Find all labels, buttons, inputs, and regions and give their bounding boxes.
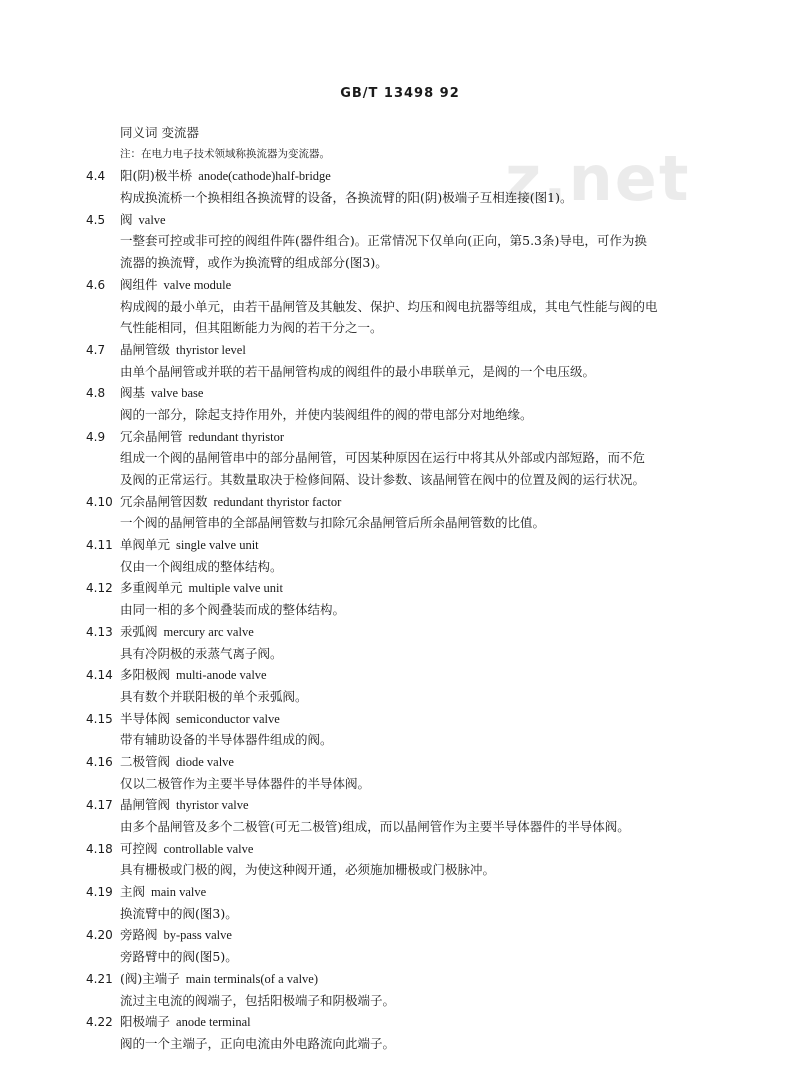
term-chinese: 主阀 — [120, 884, 146, 900]
clause-number: 4.16 — [86, 754, 113, 769]
term-chinese: 阀 — [120, 211, 133, 227]
definition-line: 构成阀的最小单元，由若干晶闸管及其触发、保护、均压和阀电抗器等组成，其电气性能与阀的电 — [120, 298, 658, 314]
term-chinese: 冗余晶闸管 — [120, 428, 183, 444]
term-heading — [86, 838, 726, 860]
term-heading — [86, 339, 726, 361]
term-heading — [86, 577, 726, 599]
term-chinese: 旁路阀 — [120, 927, 158, 943]
term-heading — [86, 274, 726, 296]
definition-line: 流器的换流臂，或作为换流臂的组成部分(图3)。 — [120, 255, 388, 271]
clause-number: 4.22 — [86, 1015, 113, 1030]
term-english: valve module — [163, 277, 232, 292]
clause-number: 4.19 — [86, 885, 113, 900]
clause-number: 4.14 — [86, 668, 113, 683]
term-english: controllable valve — [163, 841, 254, 856]
term-english: main terminals(of a valve) — [185, 971, 319, 986]
term-english: diode valve — [176, 754, 234, 769]
term-heading — [86, 491, 726, 513]
term-english: mercury arc valve — [163, 624, 254, 639]
definition-line: 流过主电流的阀端子，包括阳极端子和阴极端子。 — [120, 992, 396, 1008]
definition-line: 组成一个阀的晶闸管串中的部分晶闸管，可因某种原因在运行中将其从外部或内部短路，而不危 — [120, 450, 646, 466]
term-chinese: 汞弧阀 — [120, 623, 158, 639]
term-heading — [86, 165, 726, 187]
term-english: redundant thyristor factor — [213, 494, 342, 509]
clause-number: 4.12 — [86, 581, 113, 596]
term-heading — [86, 794, 726, 816]
term-chinese: 阀组件 — [120, 276, 158, 292]
clause-number: 4.13 — [86, 624, 113, 639]
clause-number: 4.6 — [86, 277, 106, 292]
term-chinese: 阳极端子 — [120, 1014, 171, 1030]
definition-line: 及阀的正常运行。其数量取决于检修间隔、设计参数、该晶闸管在阀中的位置及阀的运行状况。 — [120, 472, 646, 487]
term-english: multiple valve unit — [188, 581, 283, 596]
clause-number: 4.15 — [86, 711, 113, 726]
clause-number: 4.7 — [86, 342, 106, 357]
term-heading — [86, 621, 726, 643]
term-chinese: 阳(阴)极半桥 — [120, 168, 193, 184]
definition-line: 仅以二极管作为主要半导体器件的半导体阀。 — [120, 775, 371, 791]
term-heading — [86, 881, 726, 903]
definition-line: 气性能相同，但其阻断能力为阀的若干分之一。 — [120, 320, 383, 336]
term-english: by-pass valve — [163, 928, 232, 943]
term-heading — [86, 1011, 726, 1033]
term-chinese: 单阀单元 — [120, 537, 171, 553]
term-english: anode(cathode)half-bridge — [198, 169, 331, 184]
term-chinese: 二极管阀 — [120, 753, 171, 769]
term-chinese: 多重阀单元 — [120, 580, 183, 596]
clause-number: 4.11 — [86, 538, 113, 553]
definition-line: 一整套可控或非可控的阀组件阵(器件组合)。正常情况下仅单向(正向，第5.3条)导电，可作为换 — [120, 233, 647, 249]
definition-line: 仅由一个阀组成的整体结构。 — [120, 558, 283, 574]
watermark: z.net — [505, 142, 691, 215]
definition-line: 具有数个并联阳极的单个汞弧阀。 — [120, 688, 308, 704]
term-english: valve — [138, 212, 166, 227]
term-english: main valve — [151, 885, 207, 900]
clause-number: 4.10 — [86, 494, 113, 509]
term-heading — [86, 708, 726, 730]
term-chinese: 阀基 — [120, 385, 146, 401]
term-chinese: 多阳极阀 — [120, 667, 171, 683]
clause-number: 4.5 — [86, 212, 106, 227]
term-heading — [86, 924, 726, 946]
definition-line: 由单个晶闸管或并联的若干晶闸管构成的阀组件的最小串联单元，是阀的一个电压级。 — [120, 363, 596, 379]
definition-line: 由同一相的多个阀叠装而成的整体结构。 — [120, 602, 346, 618]
term-heading — [86, 426, 726, 448]
term-chinese: (阀)主端子 — [120, 970, 180, 986]
definition-line: 换流臂中的阀(图3)。 — [120, 905, 238, 921]
clause-number: 4.8 — [86, 386, 106, 401]
definition-line: 由多个晶闸管及多个二极管(可无二极管)组成，而以晶闸管作为主要半导体器件的半导体阀。 — [120, 819, 630, 834]
definition-line: 阀的一个主端子，正向电流由外电路流向此端子。 — [120, 1035, 396, 1051]
page-header: GB/T 13498 92 — [340, 86, 460, 101]
term-english: redundant thyristor — [188, 429, 284, 444]
term-english: thyristor valve — [176, 798, 249, 813]
term-heading — [86, 382, 726, 404]
clause-number: 4.17 — [86, 798, 113, 813]
term-heading — [86, 664, 726, 686]
term-heading — [86, 968, 726, 990]
term-heading — [86, 209, 726, 231]
term-chinese: 晶闸管阀 — [120, 797, 171, 813]
term-english: single valve unit — [176, 538, 259, 553]
clause-number: 4.4 — [86, 169, 106, 184]
term-chinese: 半导体阀 — [120, 710, 171, 726]
term-heading — [86, 534, 726, 556]
term-english: semiconductor valve — [176, 711, 280, 726]
term-english: valve base — [151, 386, 204, 401]
definition-line: 具有冷阴极的汞蒸气离子阀。 — [120, 645, 283, 661]
definition-line: 同义词 变流器 — [120, 125, 199, 140]
document-body — [86, 122, 726, 1055]
clause-number: 4.9 — [86, 429, 106, 444]
term-chinese: 冗余晶闸管因数 — [120, 493, 208, 509]
term-chinese: 可控阀 — [120, 840, 158, 856]
note-line: 注：在电力电子技术领域称换流器为变流器。 — [120, 147, 330, 160]
term-english: anode terminal — [176, 1015, 251, 1030]
definition-line: 阀的一部分，除起支持作用外，并使内装阀组件的阀的带电部分对地绝缘。 — [120, 406, 533, 422]
clause-number: 4.21 — [86, 971, 113, 986]
definition-line: 旁路臂中的阀(图5)。 — [120, 949, 238, 965]
definition-line: 带有辅助设备的半导体器件组成的阀。 — [120, 732, 333, 748]
clause-number: 4.18 — [86, 841, 113, 856]
term-heading — [86, 751, 726, 773]
definition-line: 具有栅极或门极的阀，为使这种阀开通，必须施加栅极或门极脉冲。 — [120, 862, 496, 878]
term-english: multi-anode valve — [176, 668, 267, 683]
term-chinese: 晶闸管级 — [120, 341, 171, 357]
term-english: thyristor level — [176, 342, 246, 357]
definition-line: 一个阀的晶闸管串的全部晶闸管数与扣除冗余晶闸管后所余晶闸管数的比值。 — [120, 515, 546, 531]
clause-number: 4.20 — [86, 928, 113, 943]
definition-line: 构成换流桥一个换相组各换流臂的设备，各换流臂的阳(阴)极端子互相连接(图1)。 — [120, 190, 573, 206]
